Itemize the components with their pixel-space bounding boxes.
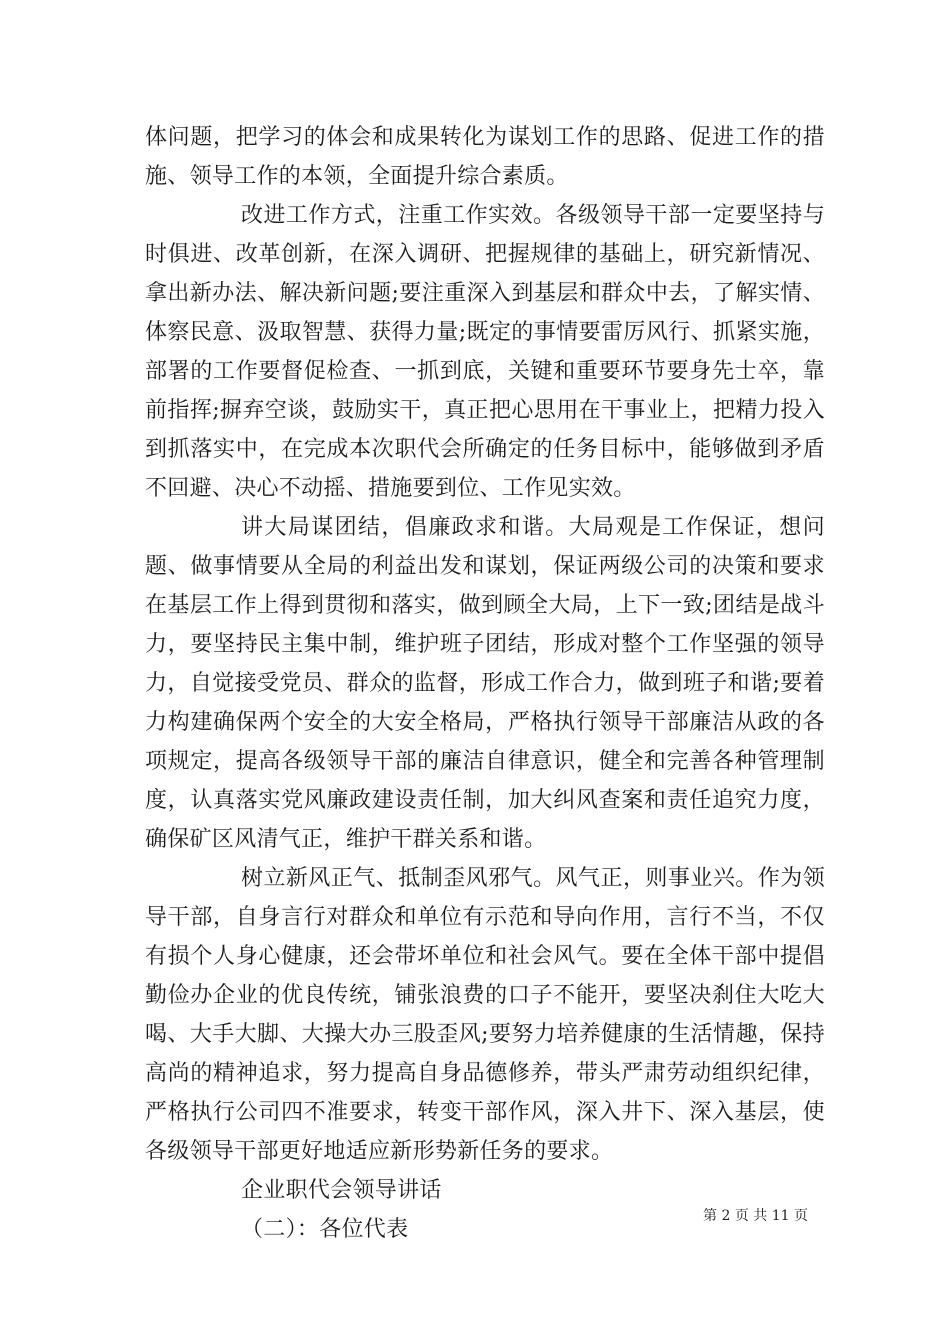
document-body bbox=[145, 118, 825, 1249]
paragraph-new-ethos: 树立新风正气、抵制歪风邪气。风气正，则事业兴。作为领导干部，自身言行对群众和单位有示范和导向作用，言行不当，不仅有损个人身心健康，还会带坏单位和社会风气。要在全体干部中提倡勤俭办企业的优良传统，铺张浪费的口子不能开，要坚决刹住大吃大喝、大手大脚、大操大办三股歪风;要努力培养健康的生活情趣，保持高尚的精神追求，努力提高自身品德修养，带头严肃劳动组织纪律，严格执行公司四不准要求，转变干部作风，深入井下、深入基层，使各级领导干部更好地适应新形势新任务的要求。 bbox=[145, 866, 825, 1164]
paragraph-unity-integrity: 讲大局谋团结，倡廉政求和谐。大局观是工作保证，想问题、做事情要从全局的利益出发和谋划，保证两级公司的决策和要求在基层工作上得到贯彻和落实，做到顾全大局，上下一致;团结是战斗力，要坚持民主集中制，维护班子团结，形成对整个工作坚强的领导力，自觉接受党员、群众的监督，形成工作合力，做到班子和谐;要着力构建确保两个安全的大安全格局，严格执行领导干部廉洁从政的各项规定，提高各级领导干部的廉洁自律意识，健全和完善各种管理制度，认真落实党风廉政建设责任制，加大纠风查案和责任追究力度，确保矿区风清气正，维护干群关系和谐。 bbox=[145, 515, 825, 852]
paragraph-continuation: 体问题，把学习的体会和成果转化为谋划工作的思路、促进工作的措施、领导工作的本领，全面提升综合素质。 bbox=[145, 125, 825, 189]
paragraph-work-style: 改进工作方式，注重工作实效。各级领导干部一定要坚持与时俱进、改革创新，在深入调研、把握规律的基础上，研究新情况、拿出新办法、解决新问题;要注重深入到基层和群众中去，了解实情、体察民意、汲取智慧、获得力量;既定的事情要雷厉风行、抓紧实施，部署的工作要督促检查、一抓到底，关键和重要环节要身先士卒，靠前指挥;摒弃空谈，鼓励实干，真正把心思用在干事业上，把精力投入到抓落实中，在完成本次职代会所确定的任务目标中，能够做到矛盾不回避、决心不动摇、措施要到位、工作见实效。 bbox=[145, 203, 825, 501]
page-number-footer: 第 2 页 共 11 页 bbox=[703, 1208, 808, 1224]
section-title: 企业职代会领导讲话 bbox=[241, 1178, 442, 1203]
section-subtitle: （二）：各位代表 bbox=[241, 1217, 409, 1242]
